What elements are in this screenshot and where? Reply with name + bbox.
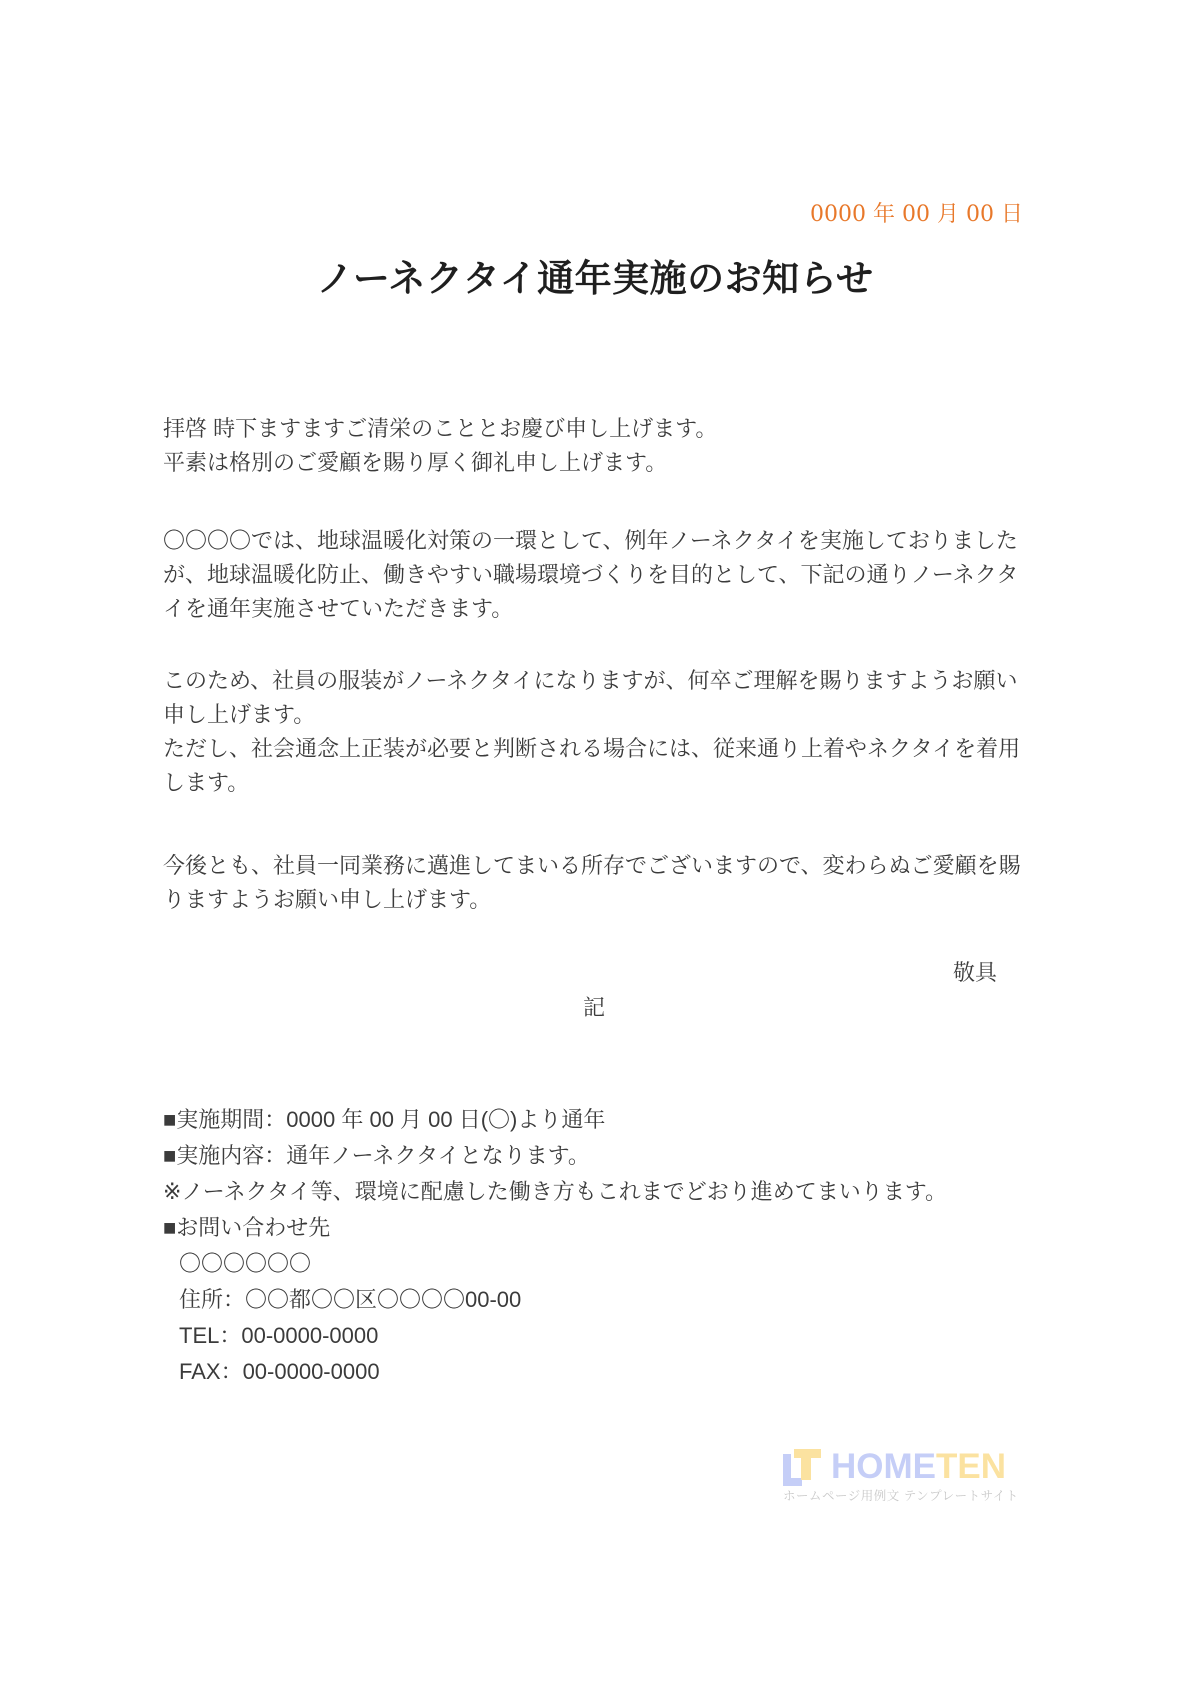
hometen-wordmark bbox=[831, 1448, 1006, 1485]
notice-sentence-1: このため、社員の服装がノーネクタイになりますが、何卒ご理解を賜りますようお願い申し上げます。 bbox=[163, 668, 1018, 727]
document-date: 0000 年 00 月 00 日 bbox=[810, 202, 1023, 227]
body-paragraph-future: 今後とも、社員一同業務に邁進してまいる所存でございますので、変わらぬご愛顧を賜りますようお願い申し上げます。 bbox=[163, 853, 1021, 912]
detail-note: ※ノーネクタイ等、環境に配慮した働き方もこれまでどおり進めてまいります。 bbox=[163, 1179, 948, 1204]
contact-tel: TEL：00-0000-0000 bbox=[179, 1323, 379, 1348]
contact-company-name: 〇〇〇〇〇〇 bbox=[179, 1251, 312, 1276]
closing-keigu: 敬具 bbox=[952, 960, 997, 985]
hometen-logo bbox=[783, 1448, 1023, 1504]
salutation-line-2: 平素は格別のご愛顧を賜り厚く御礼申し上げます。 bbox=[163, 450, 668, 475]
record-marker-ki: 記 bbox=[582, 995, 605, 1020]
contact-address: 住所：〇〇都〇〇区〇〇〇〇00-00 bbox=[179, 1287, 522, 1312]
hometen-wordmark-home: HOME bbox=[831, 1447, 936, 1486]
detail-content: ■実施内容：通年ノーネクタイとなります。 bbox=[163, 1143, 590, 1168]
document-title: ノーネクタイ通年実施のお知らせ bbox=[316, 256, 874, 300]
hometen-tagline: ホームページ用例文 テンプレートサイト bbox=[783, 1489, 1019, 1503]
body-paragraph-main: 〇〇〇〇では、地球温暖化対策の一環として、例年ノーネクタイを実施しておりましたが、地球温暖化防止、働きやすい職場環境づくりを目的として、下記の通りノーネクタイを通年実施させていただきます。 bbox=[163, 528, 1019, 621]
details-section bbox=[163, 1102, 1043, 1390]
hometen-wordmark-ten: TEN bbox=[936, 1447, 1006, 1486]
salutation-paragraph bbox=[163, 412, 1025, 480]
detail-contact-heading: ■お問い合わせ先 bbox=[163, 1215, 331, 1240]
detail-period: ■実施期間：0000 年 00 月 00 日(〇)より通年 bbox=[163, 1107, 606, 1132]
contact-fax: FAX：00-0000-0000 bbox=[179, 1359, 380, 1384]
notice-sentence-2: ただし、社会通念上正装が必要と判断される場合には、従来通り上着やネクタイを着用します。 bbox=[163, 736, 1021, 795]
hometen-logo-row bbox=[783, 1448, 1023, 1486]
hometen-monogram-icon bbox=[783, 1449, 821, 1486]
body-paragraph-notice bbox=[163, 664, 1025, 800]
salutation-line-1: 拝啓 時下ますますご清栄のこととお慶び申し上げます。 bbox=[163, 416, 718, 441]
